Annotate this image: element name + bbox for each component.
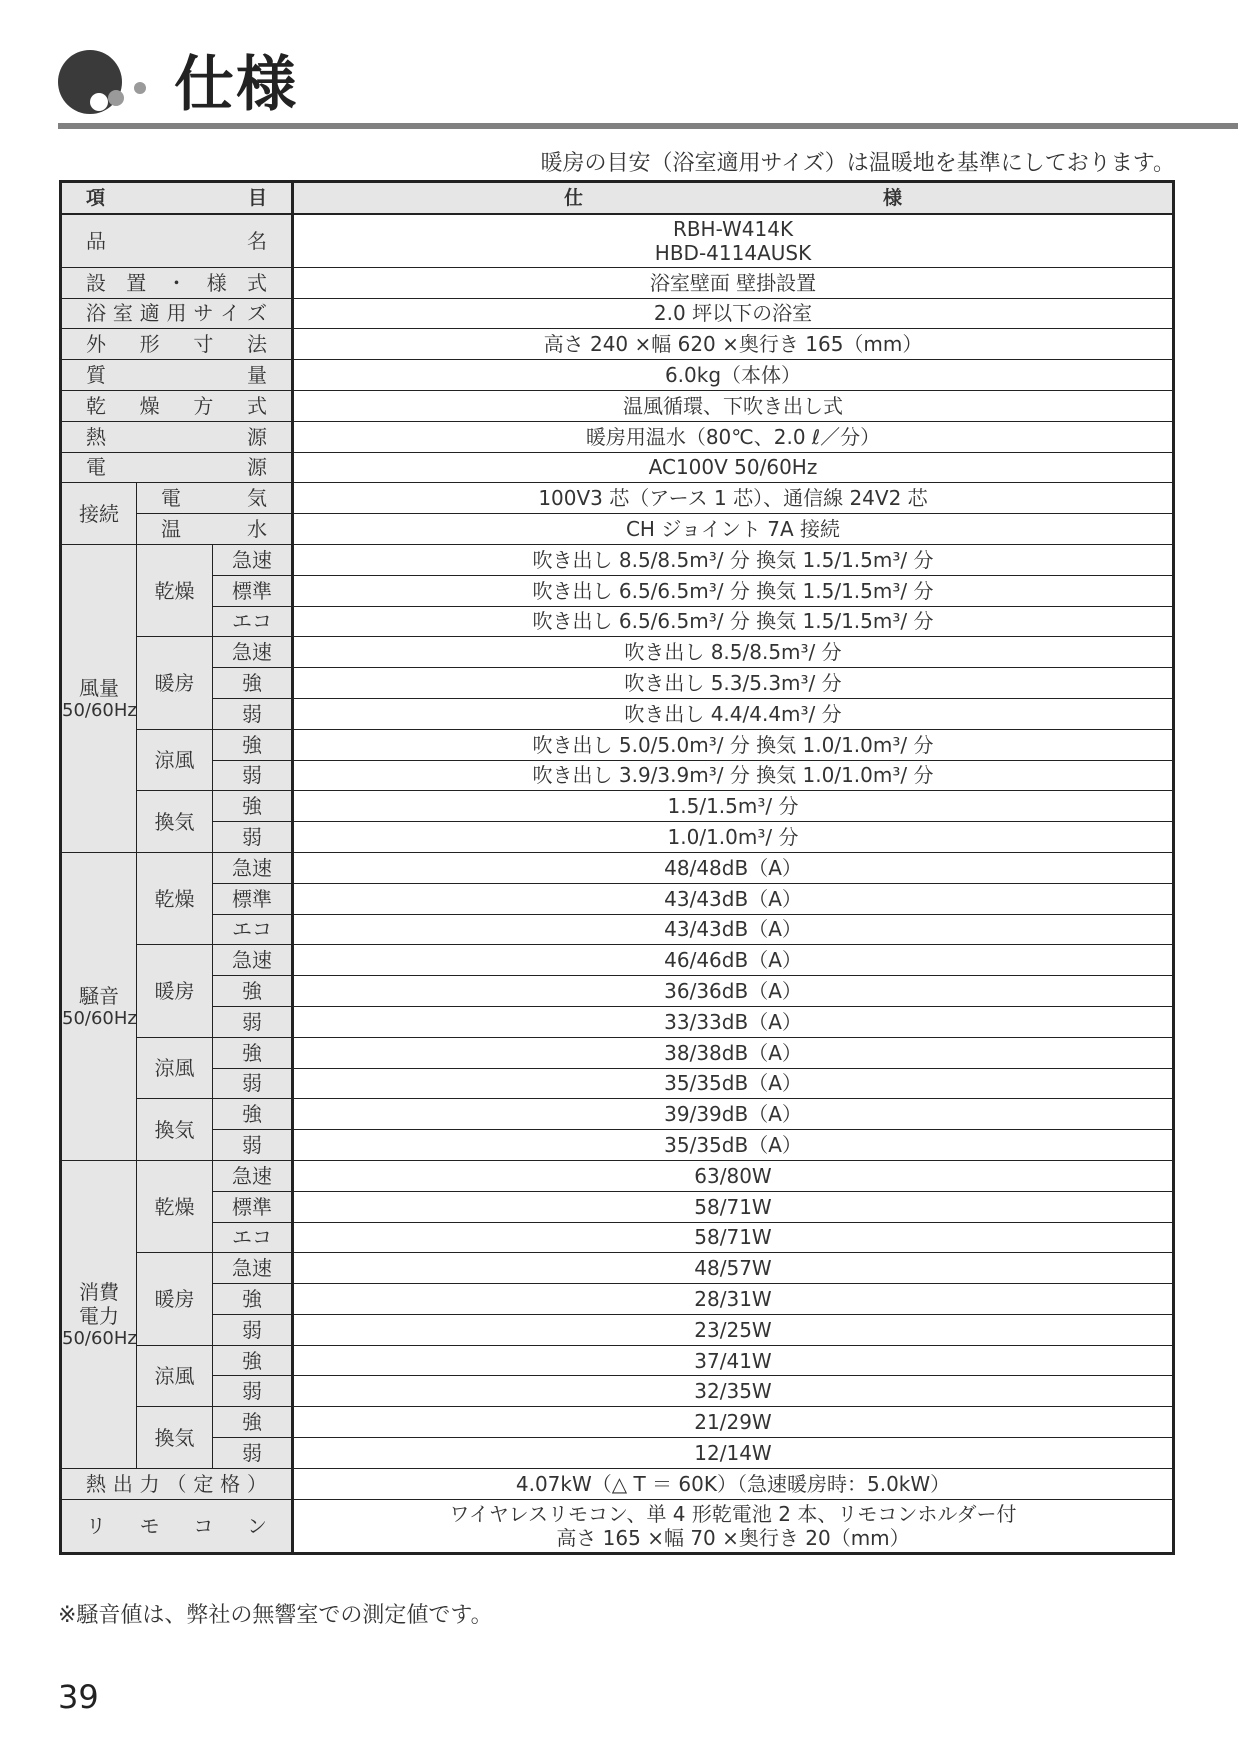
label-char: 格	[220, 1471, 241, 1496]
row-label-text	[62, 1514, 291, 1538]
row-value	[293, 698, 1174, 729]
row-value	[293, 945, 1174, 976]
label-char: ン	[247, 1513, 268, 1538]
table-row	[61, 637, 1174, 668]
connection-sub-label	[137, 483, 293, 514]
label-char: 項	[86, 186, 106, 209]
label-char: 用	[166, 301, 187, 326]
value-line: 吹き出し 6.5/6.5m³/ 分 換気 1.5/1.5m³/ 分	[532, 578, 934, 603]
row-value	[293, 976, 1174, 1007]
table-row	[61, 1376, 1174, 1407]
footnote: ※騒音値は、弊社の無響室での測定値です。	[58, 1603, 493, 1628]
value-line: 43/43dB（A）	[664, 917, 802, 942]
table-row	[61, 698, 1174, 729]
value-line: 43/43dB（A）	[664, 886, 802, 911]
value-line: ワイヤレスリモコン、単 4 形乾電池 2 本、リモコンホルダー付	[449, 1501, 1017, 1526]
row-value	[293, 1499, 1174, 1553]
table-row	[61, 390, 1174, 421]
row-label	[61, 1468, 293, 1499]
table-row	[61, 267, 1174, 298]
row-value	[293, 483, 1174, 514]
level-label: 強	[213, 1407, 293, 1438]
label-char: 源	[247, 455, 268, 480]
value-line: 32/35W	[694, 1379, 772, 1404]
value-line: 35/35dB（A）	[664, 1133, 802, 1157]
table-row	[61, 976, 1174, 1007]
row-value	[293, 760, 1174, 791]
row-label	[61, 267, 293, 298]
table-row	[61, 452, 1174, 483]
table-row	[61, 329, 1174, 360]
value-line: 48/57W	[694, 1256, 772, 1281]
row-label-text	[62, 332, 291, 356]
table-row	[61, 514, 1174, 545]
label-char: 熱	[86, 1471, 106, 1496]
level-label: 急速	[213, 852, 293, 883]
label-char: 気	[247, 486, 268, 511]
table-row	[61, 668, 1174, 699]
value-line: 1.5/1.5m³/ 分	[667, 794, 799, 819]
table-row	[61, 544, 1174, 575]
table-row	[61, 1037, 1174, 1068]
row-value	[293, 1314, 1174, 1345]
table-row	[61, 1222, 1174, 1253]
header-spec-label	[294, 187, 1172, 210]
row-label	[61, 421, 293, 452]
table-row	[61, 883, 1174, 914]
row-value	[293, 214, 1174, 268]
value-line: 吹き出し 5.0/5.0m³/ 分 換気 1.0/1.0m³/ 分	[532, 732, 934, 757]
value-line: 吹き出し 8.5/8.5m³/ 分 換気 1.5/1.5m³/ 分	[532, 547, 934, 572]
table-row	[61, 1160, 1174, 1191]
level-label: 急速	[213, 1253, 293, 1284]
row-value	[293, 267, 1174, 298]
row-value	[293, 514, 1174, 545]
level-label: 弱	[213, 1438, 293, 1469]
value-line: 温風循環、下吹き出し式	[623, 393, 843, 418]
label-char: 外	[86, 332, 106, 357]
value-line: 48/48dB（A）	[664, 855, 802, 880]
value-line: 高さ 240 ×幅 620 ×奥行き 165（mm）	[543, 332, 923, 357]
group-name: 消費	[79, 1279, 119, 1304]
value-line: 吹き出し 5.3/5.3m³/ 分	[624, 671, 842, 696]
label-char: 量	[247, 363, 268, 388]
row-value	[293, 1376, 1174, 1407]
level-label: 弱	[213, 698, 293, 729]
table-row	[61, 1345, 1174, 1376]
table-row	[61, 822, 1174, 853]
row-value	[293, 1438, 1174, 1469]
label-char: リ	[86, 1513, 106, 1538]
label-char: コ	[193, 1513, 214, 1538]
row-value	[293, 1191, 1174, 1222]
group-unit: 50/60Hz	[62, 1007, 137, 1029]
level-label: 標準	[213, 883, 293, 914]
table-row	[61, 360, 1174, 391]
label-char: 寸	[193, 332, 214, 357]
row-label-text	[62, 394, 291, 418]
row-value	[293, 298, 1174, 329]
row-label	[61, 360, 293, 391]
row-value	[293, 1099, 1174, 1130]
row-value	[293, 452, 1174, 483]
label-char: 品	[86, 228, 106, 253]
table-row	[61, 214, 1174, 268]
value-line: 63/80W	[694, 1163, 772, 1188]
group-name-2: 電力	[79, 1303, 119, 1328]
value-line: 37/41W	[694, 1348, 772, 1373]
table-row	[61, 1468, 1174, 1499]
label-char: 置	[126, 270, 147, 295]
level-label: 強	[213, 1037, 293, 1068]
label-char: 熱	[86, 424, 106, 449]
group-label	[61, 544, 137, 852]
row-label-text	[62, 363, 291, 387]
row-label	[61, 1499, 293, 1553]
mode-label: 換気	[137, 1099, 213, 1161]
label-char: 乾	[86, 393, 106, 418]
row-value	[293, 1222, 1174, 1253]
row-value	[293, 852, 1174, 883]
circle-logo-icon	[58, 42, 154, 122]
group-name: 騒音	[79, 983, 119, 1008]
level-label: 強	[213, 1099, 293, 1130]
label-char: 温	[161, 517, 181, 542]
connection-sub-text	[137, 486, 291, 510]
level-label: 弱	[213, 1130, 293, 1161]
row-value	[293, 544, 1174, 575]
group-name: 風量	[79, 675, 119, 700]
table-row	[61, 914, 1174, 945]
level-label: 弱	[213, 822, 293, 853]
label-char: 浴	[86, 301, 106, 326]
table-row	[61, 606, 1174, 637]
level-label: エコ	[213, 914, 293, 945]
level-label: 強	[213, 1284, 293, 1315]
group-label	[61, 1160, 137, 1468]
level-label: 弱	[213, 1068, 293, 1099]
level-label: 弱	[213, 760, 293, 791]
value-line: 6.0kg（本体）	[664, 363, 802, 388]
label-char: 式	[247, 393, 268, 418]
row-label-text	[62, 1472, 291, 1496]
row-label	[61, 452, 293, 483]
level-label: 強	[213, 976, 293, 1007]
table-row	[61, 1191, 1174, 1222]
label-char: 電	[161, 486, 181, 511]
table-header	[61, 182, 1174, 214]
label-char: モ	[139, 1513, 160, 1538]
label-char: 電	[86, 455, 106, 480]
row-label-text	[62, 425, 291, 449]
row-value	[293, 360, 1174, 391]
value-line: 38/38dB（A）	[664, 1040, 802, 1065]
label-char: ・	[166, 270, 187, 295]
level-label: 強	[213, 729, 293, 760]
row-value	[293, 390, 1174, 421]
table-row	[61, 1099, 1174, 1130]
value-line: 23/25W	[694, 1317, 772, 1342]
value-line: 暖房用温水（80℃、2.0 ℓ／分）	[585, 424, 881, 449]
label-char: 名	[247, 228, 268, 253]
label-char: 質	[86, 363, 106, 388]
row-value	[293, 791, 1174, 822]
header-item-label	[62, 187, 291, 210]
level-label: 急速	[213, 1160, 293, 1191]
row-value	[293, 1160, 1174, 1191]
value-line: 12/14W	[694, 1440, 772, 1465]
row-label-text	[62, 271, 291, 295]
table-row	[61, 945, 1174, 976]
label-char: 様	[882, 186, 902, 209]
level-label: 弱	[213, 1314, 293, 1345]
row-value	[293, 1130, 1174, 1161]
mode-label: 涼風	[137, 1037, 213, 1099]
row-value	[293, 1253, 1174, 1284]
row-value	[293, 1284, 1174, 1315]
level-label: 強	[213, 791, 293, 822]
value-line: 吹き出し 6.5/6.5m³/ 分 換気 1.5/1.5m³/ 分	[532, 609, 934, 634]
row-value	[293, 1068, 1174, 1099]
mode-label: 乾燥	[137, 852, 213, 944]
label-char: 方	[193, 393, 214, 418]
mode-label: 乾燥	[137, 1160, 213, 1252]
table-row	[61, 760, 1174, 791]
mode-label: 乾燥	[137, 544, 213, 636]
note-top: 暖房の目安（浴室適用サイズ）は温暖地を基準にしております。	[540, 151, 1175, 176]
header-spec	[293, 182, 1174, 214]
table-row	[61, 1438, 1174, 1469]
value-line: 吹き出し 3.9/3.9m³/ 分 換気 1.0/1.0m³/ 分	[532, 763, 934, 788]
level-label: 急速	[213, 544, 293, 575]
page-number: 39	[58, 1678, 99, 1716]
row-label-text	[62, 455, 291, 479]
label-char: （	[166, 1471, 187, 1496]
table-row	[61, 1314, 1174, 1345]
level-label: 強	[213, 1345, 293, 1376]
level-label: 標準	[213, 575, 293, 606]
level-label: 標準	[213, 1191, 293, 1222]
table-row	[61, 1068, 1174, 1099]
value-line: 46/46dB（A）	[664, 948, 802, 973]
value-line: 21/29W	[694, 1410, 772, 1435]
table-row	[61, 1130, 1174, 1161]
connection-group-label: 接続	[61, 483, 137, 545]
row-label	[61, 329, 293, 360]
table-row	[61, 1284, 1174, 1315]
label-char: 仕	[564, 186, 584, 209]
row-value	[293, 329, 1174, 360]
label-char: 設	[86, 270, 106, 295]
label-char: 様	[206, 270, 227, 295]
table-row	[61, 1253, 1174, 1284]
row-value	[293, 729, 1174, 760]
label-char: 法	[247, 332, 268, 357]
row-label	[61, 390, 293, 421]
value-line: 2.0 坪以下の浴室	[653, 301, 813, 326]
table-row	[61, 791, 1174, 822]
level-label: 強	[213, 668, 293, 699]
label-char: 力	[139, 1471, 160, 1496]
label-char: 適	[139, 301, 160, 326]
row-value	[293, 606, 1174, 637]
table-row	[61, 483, 1174, 514]
level-label: 急速	[213, 637, 293, 668]
value-line: 39/39dB（A）	[664, 1102, 802, 1127]
group-unit: 50/60Hz	[62, 699, 137, 721]
value-line: 100V3 芯（アース 1 芯）、通信線 24V2 芯	[538, 486, 928, 511]
header-rule	[58, 123, 1238, 129]
label-char: 式	[247, 270, 267, 295]
row-value	[293, 822, 1174, 853]
row-label	[61, 298, 293, 329]
label-char: 出	[112, 1471, 133, 1496]
row-value	[293, 668, 1174, 699]
group-unit: 50/60Hz	[62, 1327, 137, 1349]
value-line: 吹き出し 4.4/4.4m³/ 分	[624, 701, 842, 726]
label-char: 源	[247, 424, 268, 449]
table-row	[61, 298, 1174, 329]
row-label-text	[62, 301, 291, 325]
label-char: サ	[193, 301, 214, 326]
row-label-text	[62, 229, 291, 253]
mode-label: 涼風	[137, 729, 213, 791]
value-line: 28/31W	[694, 1286, 772, 1311]
label-char: 形	[139, 332, 160, 357]
label-char: 水	[247, 517, 268, 542]
row-value	[293, 1345, 1174, 1376]
value-line: 35/35dB（A）	[664, 1071, 802, 1096]
value-line: 4.07kW（△ T ＝ 60K）（急速暖房時：5.0kW）	[515, 1471, 951, 1496]
value-line: 33/33dB（A）	[664, 1009, 802, 1034]
row-value	[293, 1407, 1174, 1438]
value-line: AC100V 50/60Hz	[648, 455, 818, 480]
level-label: 弱	[213, 1376, 293, 1407]
mode-label: 換気	[137, 791, 213, 853]
value-line: CH ジョイント 7A 接続	[625, 517, 841, 542]
row-value	[293, 575, 1174, 606]
table-row	[61, 852, 1174, 883]
value-line: 58/71W	[694, 1194, 772, 1219]
page-title: 仕様	[174, 50, 298, 120]
mode-label: 暖房	[137, 945, 213, 1037]
level-label: エコ	[213, 1222, 293, 1253]
row-label	[61, 214, 293, 268]
connection-sub-label	[137, 514, 293, 545]
value-line: 1.0/1.0m³/ 分	[667, 825, 799, 850]
row-value	[293, 1468, 1174, 1499]
table-row	[61, 1407, 1174, 1438]
value-line: 浴室壁面 壁掛設置	[649, 270, 817, 295]
table-row	[61, 729, 1174, 760]
table-row	[61, 575, 1174, 606]
label-char: 目	[248, 186, 268, 209]
value-line: RBH-W414K	[672, 216, 794, 241]
mode-label: 換気	[137, 1407, 213, 1469]
value-line: 吹き出し 8.5/8.5m³/ 分	[624, 640, 842, 665]
row-value	[293, 1006, 1174, 1037]
connection-sub-text	[137, 517, 291, 541]
table-row	[61, 1006, 1174, 1037]
value-line: 58/71W	[694, 1225, 772, 1250]
value-line: HBD-4114AUSK	[654, 240, 812, 265]
row-value	[293, 883, 1174, 914]
header-item	[61, 182, 293, 214]
spec-table	[59, 180, 1175, 1555]
level-label: 急速	[213, 945, 293, 976]
row-value	[293, 1037, 1174, 1068]
label-char: 室	[112, 301, 133, 326]
mode-label: 暖房	[137, 637, 213, 729]
row-value	[293, 914, 1174, 945]
label-char: イ	[220, 301, 241, 326]
level-label: 弱	[213, 1006, 293, 1037]
mode-label: 涼風	[137, 1345, 213, 1407]
table-row	[61, 421, 1174, 452]
mode-label: 暖房	[137, 1253, 213, 1345]
table-row	[61, 1499, 1174, 1553]
label-char: 燥	[139, 393, 160, 418]
value-line: 36/36dB（A）	[664, 979, 802, 1004]
value-line: 高さ 165 ×幅 70 ×奥行き 20（mm）	[556, 1525, 910, 1550]
label-char: ）	[246, 1471, 267, 1496]
level-label: エコ	[213, 606, 293, 637]
label-char: 定	[193, 1471, 214, 1496]
label-char: ズ	[246, 301, 267, 326]
row-value	[293, 637, 1174, 668]
row-value	[293, 421, 1174, 452]
group-label	[61, 852, 137, 1160]
